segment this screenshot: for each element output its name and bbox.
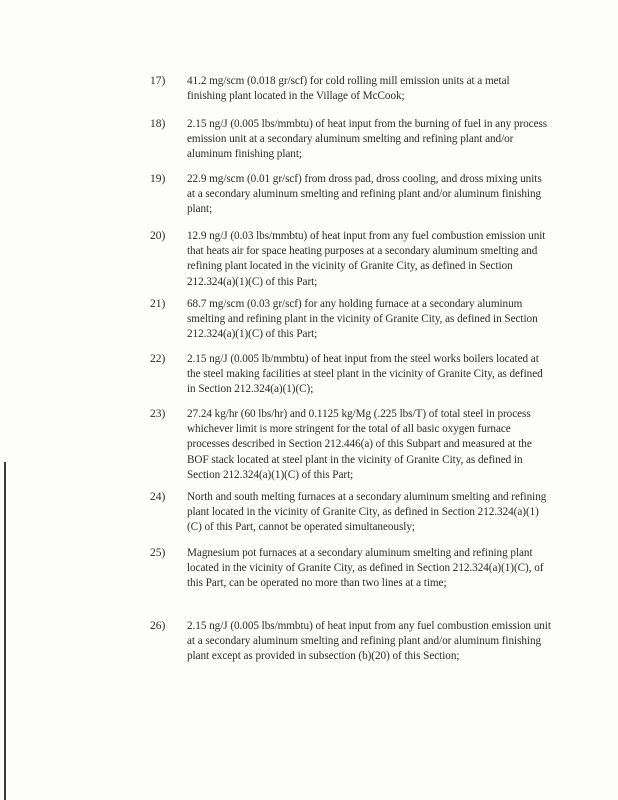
item-text: Magnesium pot furnaces at a secondary aluminum smelting and refining plant located in the vicinity of Granite City, as defined in Section 212.324(a)(1)(C), of this Part, can be operated no more than two lines at a time; [187,547,544,590]
item-number: 20) [150,230,166,242]
item-number: 19) [150,173,166,185]
item-number: 24) [150,491,166,503]
change-bar [4,462,6,800]
item-number: 25) [150,547,166,559]
item-number: 23) [150,408,166,420]
item-text: 27.24 kg/hr (60 lbs/hr) and 0.1125 kg/Mg (.225 lbs/T) of total steel in process whichever limit is more stringent for the total of all basic oxygen furnace processes described in Section 212.446(a) of this Subpart and measured at the BOF stack located at steel plant in the vicinity of Granite City, as defined in Section 212.324(a)(1)(C) of this Part; [187,408,532,481]
item-text: 2.15 ng/J (0.005 lbs/mmbtu) of heat input from the burning of fuel in any process emission unit at a secondary aluminum smelting and refining plant and/or aluminum finishing plant; [187,118,548,161]
item-number: 21) [150,298,166,310]
item-number: 26) [150,620,166,632]
item-text: 12.9 ng/J (0.03 lbs/mmbtu) of heat input from any fuel combustion emission unit that heats air for space heating purposes at a secondary aluminum smelting and refining plant located in the vicinity of Granite City, as defined in Section 212.324(a)(1)(C) of this Part; [187,230,546,288]
item-text: 2.15 ng/J (0.005 lbs/mmbtu) of heat input from any fuel combustion emission unit at a secondary aluminum smelting and refining plant and/or aluminum finishing plant except as provided in subsection (b)(20) of this Section; [187,620,551,663]
item-number: 17) [150,75,166,87]
item-text: 68.7 mg/scm (0.03 gr/scf) for any holding furnace at a secondary aluminum smelting and refining plant in the vicinity of Granite City, as defined in Section 212.324(a)(1)(C) of this Part; [187,298,538,341]
item-text: 41.2 mg/scm (0.018 gr/scf) for cold rolling mill emission units at a metal finishing plant located in the Village of McCook; [187,75,510,103]
item-text: North and south melting furnaces at a secondary aluminum smelting and refining plant located in the vicinity of Granite City, as defined in Section 212.324(a)(1)(C) of this Part, cannot be operated simultaneously; [187,491,547,534]
item-text: 22.9 mg/scm (0.01 gr/scf) from dross pad, dross cooling, and dross mixing units at a secondary aluminum smelting and refining plant and/or aluminum finishing plant; [187,173,542,216]
item-number: 22) [150,353,166,365]
item-number: 18) [150,118,166,130]
item-text: 2.15 ng/J (0.005 lb/mmbtu) of heat input from the steel works boilers located at the steel making facilities at steel plant in the vicinity of Granite City, as defined in Section 212.324(a)(1)(C); [187,353,543,396]
